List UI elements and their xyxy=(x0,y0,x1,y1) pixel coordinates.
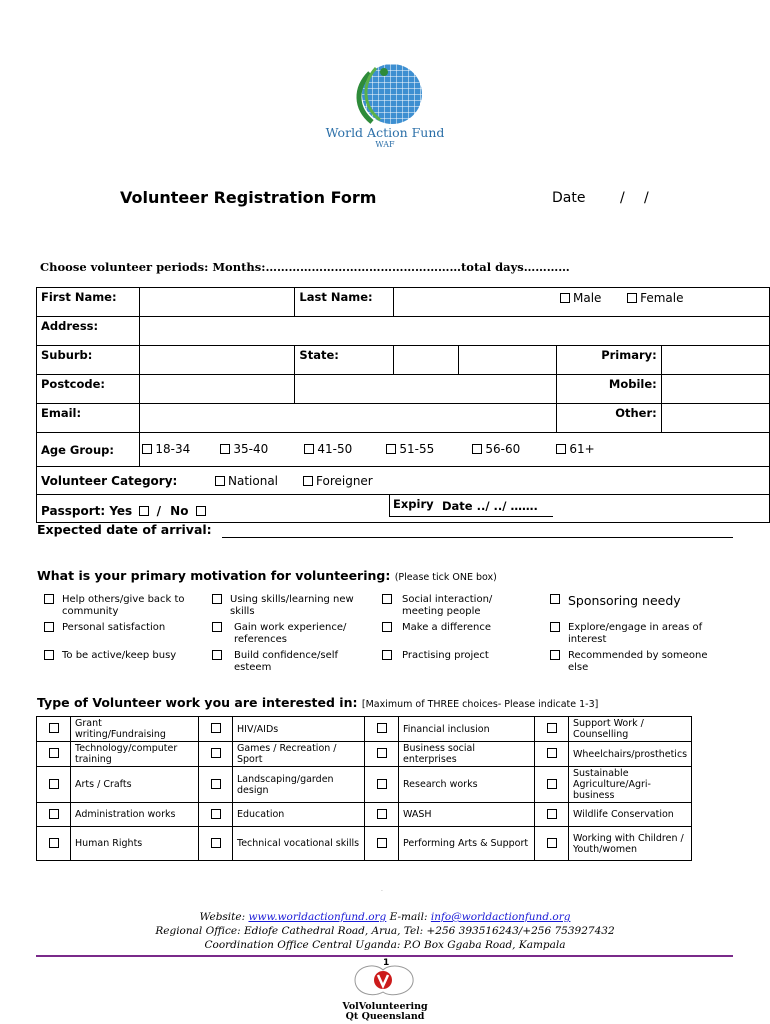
date-label: Date xyxy=(552,190,586,206)
passport-slash: / xyxy=(156,504,161,518)
work-checkbox[interactable] xyxy=(547,748,557,758)
work-title-text: Type of Volunteer work you are interested in: xyxy=(37,695,358,710)
age-label: 18-34 xyxy=(155,441,191,456)
female-checkbox[interactable] xyxy=(627,293,637,303)
expiry-date: Date ../ ../ ……. xyxy=(442,499,538,513)
work-checkbox[interactable] xyxy=(49,723,59,733)
age-checkbox[interactable] xyxy=(142,444,152,454)
state-label: State: xyxy=(295,346,394,375)
motivation-label: Help others/give back to community xyxy=(62,594,185,617)
age-group-label: Age Group: xyxy=(37,433,140,467)
expiry-label: Expiry xyxy=(393,497,434,511)
work-checkbox[interactable] xyxy=(547,838,557,848)
suburb-label: Suburb: xyxy=(37,346,140,375)
work-option-label: Research works xyxy=(399,767,535,803)
expiry-box[interactable] xyxy=(389,495,553,517)
first-name-field[interactable] xyxy=(140,288,295,317)
male-checkbox[interactable] xyxy=(560,293,570,303)
volunteer-category-label: Volunteer Category: xyxy=(41,474,178,488)
postcode-field[interactable] xyxy=(140,375,295,404)
age-option[interactable] xyxy=(556,442,594,456)
regional-office: Regional Office: Ediofe Cathedral Road, Arua, Tel: +256 393516243/+256 753927432 xyxy=(155,925,615,937)
work-option-label: Performing Arts & Support xyxy=(399,827,535,861)
age-label: 56-60 xyxy=(485,441,521,456)
work-checkbox-cell[interactable] xyxy=(365,803,399,827)
work-checkbox-cell[interactable] xyxy=(199,827,233,861)
work-checkbox-cell[interactable] xyxy=(37,803,71,827)
work-checkbox-cell[interactable] xyxy=(535,803,569,827)
work-option-label: Working with Children / Youth/women xyxy=(569,827,692,861)
motivation-option[interactable] xyxy=(550,594,720,608)
address-field[interactable] xyxy=(140,317,770,346)
work-option-label: Wildlife Conservation xyxy=(569,803,692,827)
motivation-checkbox[interactable] xyxy=(550,650,560,660)
logo-number: 1 xyxy=(383,958,390,968)
motivation-checkbox[interactable] xyxy=(44,594,54,604)
age-checkbox[interactable] xyxy=(386,444,396,454)
logo-line1: VolVolunteering xyxy=(342,1001,428,1012)
footer-contacts xyxy=(0,911,770,923)
work-row xyxy=(37,767,692,803)
date-separator: / xyxy=(644,190,649,206)
passport-row xyxy=(37,495,770,523)
work-checkbox[interactable] xyxy=(49,748,59,758)
work-row xyxy=(37,717,692,742)
postcode-label: Postcode: xyxy=(37,375,140,404)
work-checkbox[interactable] xyxy=(377,809,387,819)
personal-details-table xyxy=(36,287,770,523)
state-spacer xyxy=(394,346,458,374)
work-checkbox[interactable] xyxy=(49,779,59,789)
org-abbr: WAF xyxy=(375,140,395,149)
work-checkbox-cell[interactable] xyxy=(365,767,399,803)
work-checkbox[interactable] xyxy=(377,748,387,758)
age-option[interactable] xyxy=(304,442,352,456)
age-label: 51-55 xyxy=(399,441,435,456)
work-checkbox[interactable] xyxy=(547,723,557,733)
work-checkbox-cell[interactable] xyxy=(37,767,71,803)
male-option[interactable] xyxy=(560,291,601,305)
foreigner-option[interactable] xyxy=(303,474,373,488)
work-note: [Maximum of THREE choices- Please indicate 1-3] xyxy=(361,699,599,710)
motivation-checkbox[interactable] xyxy=(212,622,222,632)
work-option-label: HIV/AIDs xyxy=(233,717,365,742)
other-label: Other: xyxy=(556,404,661,433)
national-option[interactable] xyxy=(215,474,278,488)
motivation-checkbox[interactable] xyxy=(44,650,54,660)
state-field-cell xyxy=(394,346,556,375)
work-checkbox-cell[interactable] xyxy=(37,742,71,767)
work-checkbox-cell[interactable] xyxy=(365,742,399,767)
work-checkbox[interactable] xyxy=(211,779,221,789)
work-row xyxy=(37,827,692,861)
motivation-label: Explore/engage in areas of interest xyxy=(568,622,703,645)
work-option-label: Wheelchairs/prosthetics xyxy=(569,742,692,767)
work-checkbox[interactable] xyxy=(547,809,557,819)
work-checkbox[interactable] xyxy=(211,809,221,819)
age-option[interactable] xyxy=(472,442,520,456)
work-checkbox-cell[interactable] xyxy=(199,742,233,767)
age-label: 41-50 xyxy=(317,441,353,456)
motivation-checkbox[interactable] xyxy=(212,650,222,660)
work-checkbox-cell[interactable] xyxy=(37,717,71,742)
motivation-option[interactable] xyxy=(212,650,372,674)
work-option-label: Technology/computer training xyxy=(71,742,199,767)
age-option[interactable] xyxy=(142,442,190,456)
work-option-label: Human Rights xyxy=(71,827,199,861)
work-option-label: Grant writing/Fundraising xyxy=(71,717,199,742)
motivation-label: Recommended by someone else xyxy=(568,650,708,673)
motivation-option[interactable] xyxy=(550,650,710,674)
work-row xyxy=(37,803,692,827)
mobile-field[interactable] xyxy=(661,375,769,404)
footer-dot: · xyxy=(381,888,383,895)
email-link[interactable]: info@worldactionfund.org xyxy=(430,911,571,923)
work-checkbox[interactable] xyxy=(211,748,221,758)
volunteering-qld-logo xyxy=(325,958,445,1024)
work-option-label: Landscaping/garden design xyxy=(233,767,365,803)
age-option[interactable] xyxy=(386,442,434,456)
motivation-label: Make a difference xyxy=(402,622,492,633)
email-field[interactable] xyxy=(140,404,556,433)
work-checkbox[interactable] xyxy=(211,723,221,733)
age-option[interactable] xyxy=(220,442,268,456)
motivation-option[interactable] xyxy=(382,594,532,618)
work-option-label: Games / Recreation / Sport xyxy=(233,742,365,767)
work-option-label: Administration works xyxy=(71,803,199,827)
age-label: 61+ xyxy=(569,441,595,456)
motivation-checkbox[interactable] xyxy=(212,594,222,604)
motivation-option[interactable] xyxy=(550,622,710,646)
suburb-field[interactable] xyxy=(140,346,295,375)
foreigner-label: Foreigner xyxy=(316,474,373,488)
motivation-label: Using skills/learning new skills xyxy=(230,594,354,617)
motivation-option[interactable] xyxy=(44,622,194,634)
motivation-label: Build confidence/self esteem xyxy=(234,650,339,673)
work-checkbox-cell[interactable] xyxy=(535,827,569,861)
motivation-title-text: What is your primary motivation for volunteering: xyxy=(37,568,391,583)
work-checkbox-cell[interactable] xyxy=(365,827,399,861)
work-checkbox[interactable] xyxy=(377,723,387,733)
motivation-option[interactable] xyxy=(382,650,532,662)
motivation-checkbox[interactable] xyxy=(550,594,560,604)
primary-label: Primary: xyxy=(556,346,661,375)
motivation-checkbox[interactable] xyxy=(44,622,54,632)
form-title: Volunteer Registration Form xyxy=(120,188,377,207)
passport-options xyxy=(41,504,209,518)
motivation-note: (Please tick ONE box) xyxy=(394,572,497,583)
coordination-office: Coordination Office Central Uganda: P.O Box Ggaba Road, Kampala xyxy=(204,939,566,951)
work-checkbox[interactable] xyxy=(377,838,387,848)
work-checkbox[interactable] xyxy=(49,838,59,848)
age-group-options xyxy=(140,433,770,467)
work-title xyxy=(37,695,598,710)
email-label: Email: xyxy=(37,404,140,433)
arrival-label: Expected date of arrival: xyxy=(37,522,212,537)
passport-yes-checkbox[interactable] xyxy=(139,506,149,516)
logo-text xyxy=(325,1002,445,1022)
postcode-extra-field[interactable] xyxy=(295,375,556,404)
work-option-label: Financial inclusion xyxy=(399,717,535,742)
work-checkbox-cell[interactable] xyxy=(37,827,71,861)
age-label: 35-40 xyxy=(233,441,269,456)
work-checkbox-cell[interactable] xyxy=(535,742,569,767)
last-name-field[interactable] xyxy=(394,288,556,317)
motivation-label: Practising project xyxy=(402,650,489,661)
website-link[interactable]: www.worldactionfund.org xyxy=(248,911,387,923)
motivation-label: Social interaction/ meeting people xyxy=(402,594,493,617)
foreigner-checkbox[interactable] xyxy=(303,476,313,486)
date-separator: / xyxy=(620,190,625,206)
volunteer-periods[interactable]: Choose volunteer periods: Months:……………………………………………total days………… xyxy=(40,260,570,274)
work-checkbox-cell[interactable] xyxy=(199,803,233,827)
work-type-table xyxy=(36,716,692,861)
work-option-label: Arts / Crafts xyxy=(71,767,199,803)
website-label: Website: xyxy=(199,911,246,923)
work-checkbox-cell[interactable] xyxy=(535,767,569,803)
motivation-checkbox[interactable] xyxy=(550,622,560,632)
motivation-label: Gain work experience/ references xyxy=(234,622,347,645)
last-name-label: Last Name: xyxy=(295,288,394,317)
national-label: National xyxy=(228,474,279,488)
motivation-option[interactable] xyxy=(44,594,194,618)
org-name: World Action Fund xyxy=(325,125,445,140)
logo-line2: Qt Queensland xyxy=(345,1011,425,1022)
email-label-footer: E-mail: xyxy=(389,911,428,923)
motivation-label: Personal satisfaction xyxy=(62,622,166,633)
motivation-checkbox[interactable] xyxy=(382,594,392,604)
national-checkbox[interactable] xyxy=(215,476,225,486)
male-label: Male xyxy=(573,291,602,305)
motivation-label: To be active/keep busy xyxy=(62,650,177,661)
work-option-label: Education xyxy=(233,803,365,827)
volunteer-category-row xyxy=(37,467,770,495)
work-checkbox-cell[interactable] xyxy=(199,717,233,742)
work-option-label: Sustainable Agriculture/Agri-business xyxy=(569,767,692,803)
work-option-label: Business social enterprises xyxy=(399,742,535,767)
arrival-field[interactable] xyxy=(222,537,733,538)
primary-field[interactable] xyxy=(661,346,769,375)
age-checkbox[interactable] xyxy=(220,444,230,454)
age-checkbox[interactable] xyxy=(556,444,566,454)
work-option-label: WASH xyxy=(399,803,535,827)
work-checkbox[interactable] xyxy=(377,779,387,789)
passport-no-checkbox[interactable] xyxy=(196,506,206,516)
age-checkbox[interactable] xyxy=(304,444,314,454)
motivation-option[interactable] xyxy=(212,622,372,646)
work-type-body xyxy=(37,717,692,861)
motivation-label: Sponsoring needy xyxy=(568,593,681,608)
passport-no-label: No xyxy=(170,504,189,518)
work-checkbox-cell[interactable] xyxy=(365,717,399,742)
work-checkbox[interactable] xyxy=(49,809,59,819)
address-label: Address: xyxy=(37,317,140,346)
work-option-label: Technical vocational skills xyxy=(233,827,365,861)
motivation-option[interactable] xyxy=(212,594,372,618)
work-checkbox[interactable] xyxy=(547,779,557,789)
mobile-label: Mobile: xyxy=(556,375,661,404)
gender-cell xyxy=(556,288,770,317)
other-field[interactable] xyxy=(661,404,769,433)
motivation-title xyxy=(37,568,497,583)
work-checkbox[interactable] xyxy=(211,838,221,848)
work-option-label: Support Work / Counselling xyxy=(569,717,692,742)
first-name-label: First Name: xyxy=(37,288,140,317)
age-checkbox[interactable] xyxy=(472,444,482,454)
footer-rule xyxy=(36,955,733,957)
work-checkbox-cell[interactable] xyxy=(199,767,233,803)
motivation-checkbox[interactable] xyxy=(382,650,392,660)
motivation-checkbox[interactable] xyxy=(382,622,392,632)
motivation-option[interactable] xyxy=(382,622,532,634)
state-field[interactable] xyxy=(458,346,555,374)
motivation-option[interactable] xyxy=(44,650,194,662)
work-checkbox-cell[interactable] xyxy=(535,717,569,742)
female-label: Female xyxy=(640,291,684,305)
work-row xyxy=(37,742,692,767)
passport-yes-label: Passport: Yes xyxy=(41,504,133,518)
female-option[interactable] xyxy=(627,291,683,305)
globe-icon xyxy=(300,58,470,128)
